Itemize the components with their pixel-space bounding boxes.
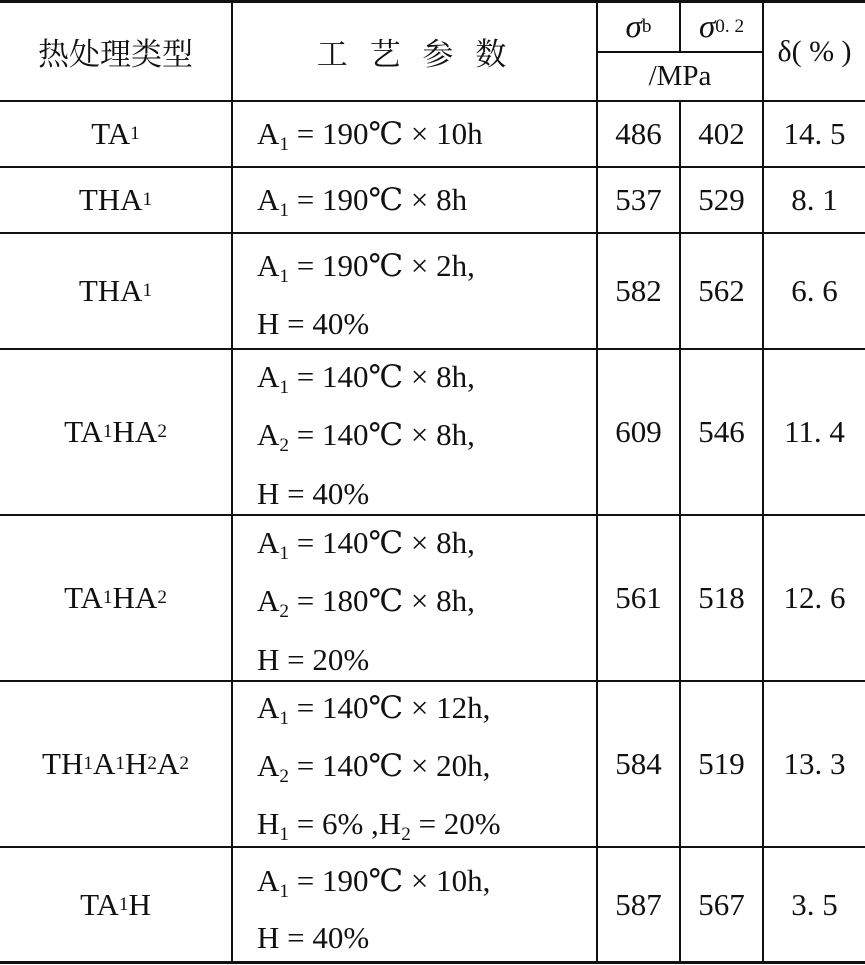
table-bottom-rule	[0, 961, 865, 964]
text-run: A	[257, 690, 280, 725]
cell-treatment-type: TA 1 HA 2	[64, 414, 167, 449]
cell-sigma-b: 584	[615, 746, 662, 781]
cell-process-line	[257, 116, 483, 155]
text-run: A	[156, 746, 180, 781]
cell-process-line	[257, 644, 369, 675]
cell-delta: 12. 6	[783, 580, 846, 615]
text-run: H	[124, 746, 148, 781]
cell-treatment-type: TH 1 A 1 H 2 A 2	[42, 746, 189, 781]
text-run: TH	[42, 746, 84, 781]
text-run: H = 40%	[257, 476, 370, 511]
cell-process-line	[257, 863, 491, 902]
text-run: H = 40%	[257, 306, 370, 341]
cell-delta: 6. 6	[791, 273, 838, 308]
cell-process-line	[257, 583, 475, 622]
subscript: 1	[279, 880, 289, 902]
text-run: THA	[78, 182, 143, 217]
sigma-symbol: σ	[698, 8, 716, 45]
text-run: H	[257, 806, 280, 841]
text-run: A	[257, 116, 280, 151]
sigma-symbol: σ	[625, 8, 642, 45]
cell-sigma-02: 518	[698, 580, 745, 615]
cell-sigma-b: 587	[615, 886, 662, 922]
header-process: 工 艺 参 数	[316, 37, 513, 73]
cell-process-line	[257, 690, 491, 729]
subscript: 1	[279, 265, 289, 287]
cell-sigma-b: 537	[615, 182, 662, 217]
cell-delta: 11. 4	[784, 414, 845, 449]
text-run: A	[257, 417, 280, 452]
cell-process-line	[257, 525, 475, 564]
cell-process-line	[257, 417, 475, 456]
cell-process-line	[257, 359, 475, 398]
text-run: = 6% ,H	[289, 806, 402, 841]
cell-delta: 14. 5	[783, 116, 846, 151]
text-run: = 190℃ × 2h,	[289, 248, 475, 283]
cell-sigma-02: 567	[698, 886, 745, 922]
cell-process-line	[257, 248, 475, 287]
text-run: HA	[112, 580, 158, 615]
text-run: = 190℃ × 8h	[289, 182, 468, 217]
text-run: THA	[78, 273, 143, 308]
text-run: = 140℃ × 8h,	[289, 359, 475, 394]
cell-delta: 3. 5	[791, 886, 838, 922]
header-sigma-b: σ b	[625, 8, 652, 45]
cell-sigma-02: 519	[698, 746, 745, 781]
cell-sigma-b: 561	[615, 580, 662, 615]
text-run: = 180℃ × 8h,	[289, 583, 475, 618]
text-run: TA	[91, 116, 131, 151]
cell-sigma-b: 582	[615, 273, 662, 308]
subscript: 1	[279, 376, 289, 398]
text-run: A	[257, 248, 280, 283]
subscript: 1	[279, 133, 289, 155]
cell-delta: 13. 3	[783, 746, 846, 781]
subscript: 2	[279, 600, 289, 622]
subscript: 1	[279, 707, 289, 729]
cell-sigma-02: 529	[698, 182, 745, 217]
text-run: H	[128, 886, 151, 922]
text-run: TA	[64, 580, 103, 615]
header-sigma-02: σ 0. 2	[698, 8, 745, 45]
cell-sigma-02: 546	[698, 414, 745, 449]
text-run: H = 20%	[257, 642, 370, 677]
subscript: 1	[279, 823, 289, 845]
cell-delta: 8. 1	[791, 182, 838, 217]
subscript: 1	[279, 199, 289, 221]
text-run: = 190℃ × 10h,	[289, 863, 491, 898]
cell-sigma-b: 486	[615, 116, 662, 151]
cell-sigma-b: 609	[615, 414, 662, 449]
text-run: A	[257, 748, 280, 783]
text-run: TA	[80, 886, 119, 922]
header-delta: δ( % )	[777, 34, 852, 68]
cell-sigma-02: 402	[698, 116, 745, 151]
text-run: A	[257, 863, 280, 898]
cell-process-line	[257, 748, 491, 787]
cell-treatment-type: TA 1 HA 2	[64, 580, 167, 615]
subscript: 2	[401, 823, 411, 845]
text-run: = 190℃ × 10h	[289, 116, 483, 151]
text-run: A	[257, 182, 280, 217]
column-rule	[231, 0, 233, 964]
cell-treatment-type: TA 1	[91, 116, 140, 151]
text-run: = 140℃ × 8h,	[289, 417, 475, 452]
subscript: 2	[279, 434, 289, 456]
text-run: H = 40%	[257, 920, 370, 955]
text-run: A	[92, 746, 116, 781]
cell-treatment-type: THA 1	[78, 273, 153, 308]
subscript: 1	[279, 542, 289, 564]
text-run: = 140℃ × 12h,	[289, 690, 491, 725]
cell-process-line	[257, 478, 369, 509]
text-run: = 140℃ × 8h,	[289, 525, 475, 560]
subscript: 2	[279, 765, 289, 787]
text-run: = 140℃ × 20h,	[289, 748, 491, 783]
cell-treatment-type: TA 1 H	[80, 886, 151, 922]
header-unit: /MPa	[648, 60, 712, 92]
cell-treatment-type: THA 1	[78, 182, 153, 217]
text-run: HA	[112, 414, 158, 449]
text-run: TA	[64, 414, 103, 449]
text-run: A	[257, 525, 280, 560]
cell-sigma-02: 562	[698, 273, 745, 308]
cell-process-line	[257, 806, 501, 845]
text-run: A	[257, 359, 280, 394]
cell-process-line	[257, 182, 468, 221]
text-run: A	[257, 583, 280, 618]
text-run: = 20%	[410, 806, 501, 841]
cell-process-line	[257, 922, 369, 953]
cell-process-line	[257, 308, 369, 339]
header-type: 热处理类型	[38, 37, 193, 73]
